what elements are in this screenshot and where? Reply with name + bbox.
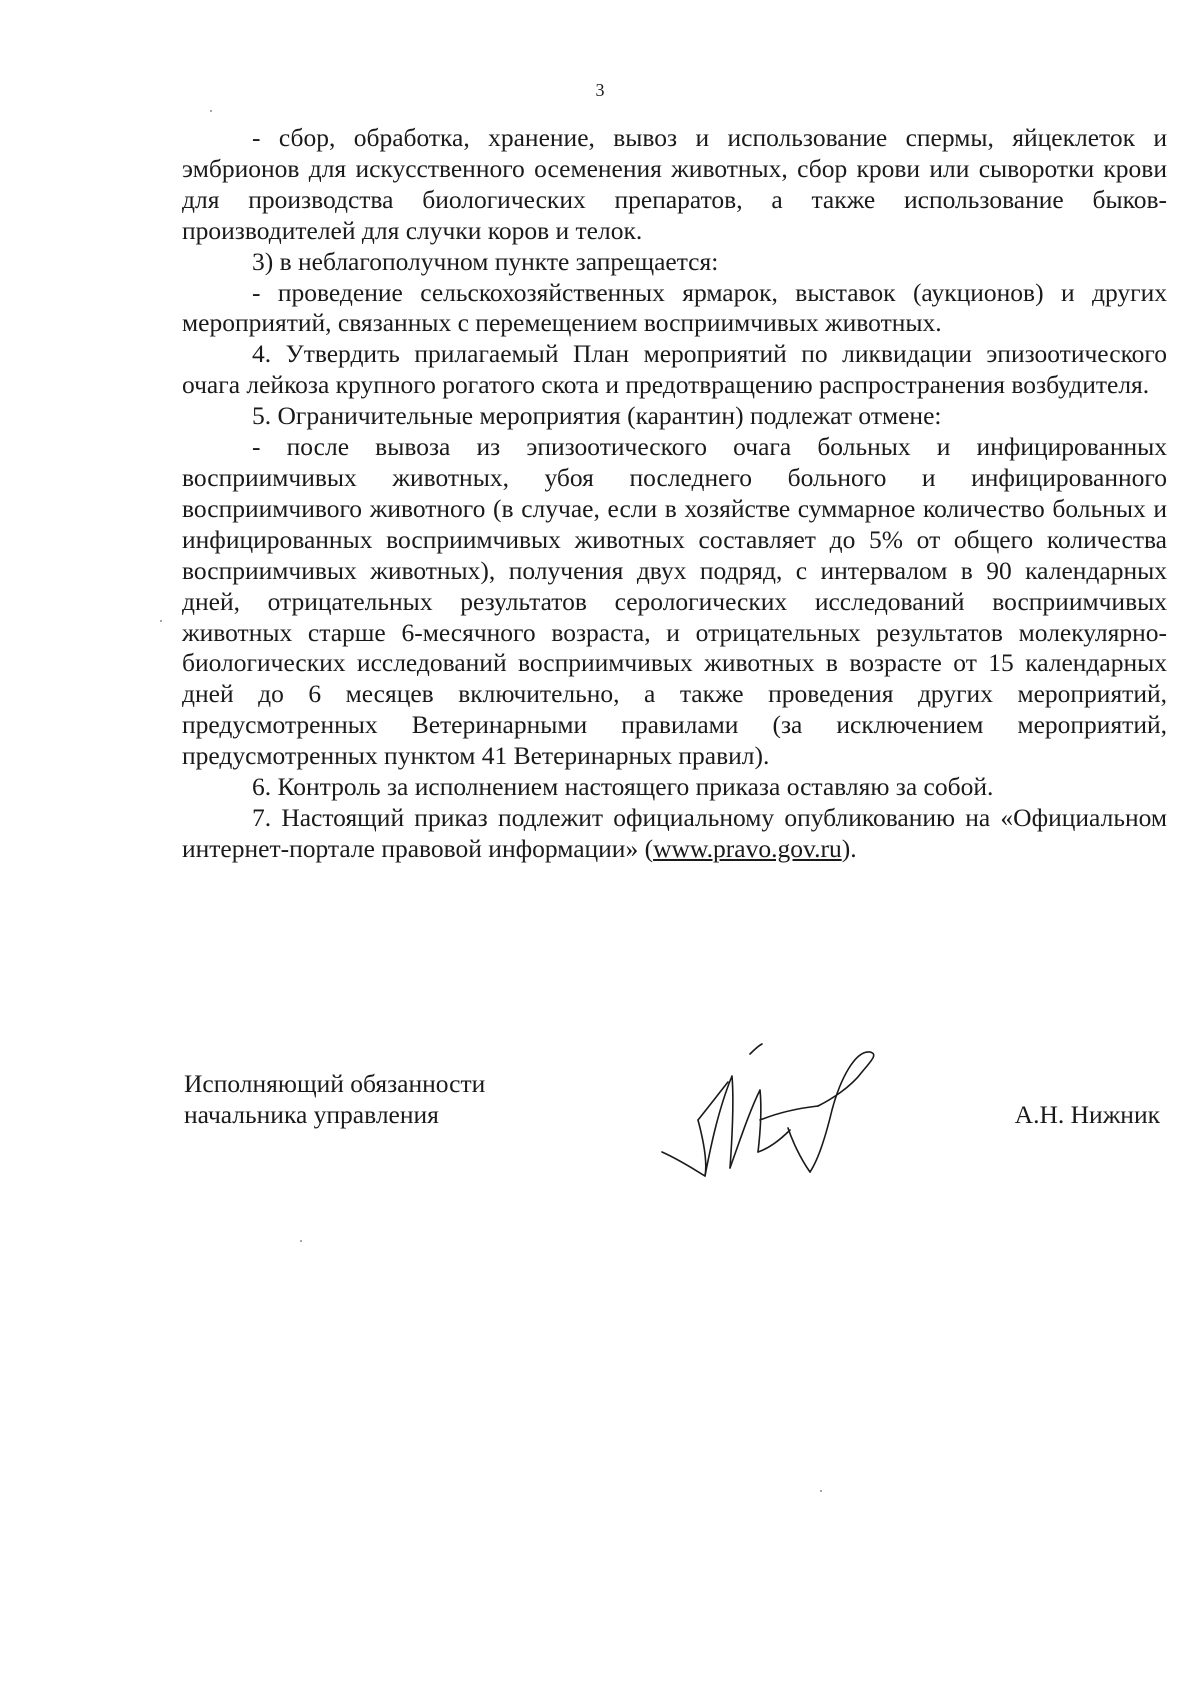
scan-speck — [300, 1240, 302, 1242]
document-body — [182, 123, 1167, 865]
signatory-title-line1: Исполняющий обязанности — [184, 1069, 486, 1098]
paragraph-restrictions-cancel: 5. Ограничительные мероприятия (карантин) подлежат отмене: — [252, 401, 942, 431]
scan-speck — [160, 620, 162, 622]
publication-text: 7. Настоящий приказ подлежит официальному опубликованию на «Официальном интернет-портале правовой информации» ( — [182, 802, 1167, 863]
paragraph-control: 6. Контроль за исполнением настоящего приказа оставляю за собой. — [252, 772, 994, 802]
signatory-title-line2: начальника управления — [184, 1100, 439, 1129]
paragraph-approve-plan: 4. Утвердить прилагаемый План мероприятий по ликвидации эпизоотического очага лейкоза крупного рогатого скота и предотвращению распространения возбудителя. — [182, 339, 1167, 400]
paragraph-cancel-conditions: - после вывоза из эпизоотического очага больных и инфицированных восприимчивых животных, убоя последнего больного и инфицированного восприимчивого животного (в случае, если в хозяйстве суммарное количество больных и инфицированных восприимчивых животных составляет до 5% от общего количества восприимчивых животных), получения двух подряд, с интервалом в 90 календарных дней, отрицательных результатов серологических исследований восприимчивых животных старше 6-месячного возраста, и отрицательных результатов молекулярно-биологических исследований восприимчивых животных в возрасте от 15 календарных дней до 6 месяцев включительно, а также проведения других мероприятий, предусмотренных Ветеринарными правилами (за исключением мероприятий, предусмотренных пунктом 41 Ветеринарных правил). — [182, 432, 1167, 771]
scan-speck — [820, 1490, 822, 1492]
page-number: 3 — [595, 80, 605, 100]
publication-text-end: ). — [841, 833, 857, 863]
paragraph-publication — [182, 803, 1167, 865]
paragraph-collection-of-genetic-material: - сбор, обработка, хранение, вывоз и использование спермы, яйцеклеток и эмбрионов для искусственного осеменения животных, сбор крови или сыворотки крови для производства биологических препаратов, а также использование быков-производителей для случки коров и телок. — [182, 123, 1167, 245]
signatory-name: А.Н. Нижник — [1014, 1100, 1160, 1129]
signatory-title — [184, 1068, 485, 1130]
pravo-link[interactable]: www.pravo.gov.ru — [653, 833, 842, 863]
handwritten-signature — [650, 1040, 910, 1190]
paragraph-prohibitions-heading: 3) в неблагополучном пункте запрещается: — [252, 246, 719, 276]
paragraph-prohibition-fairs: - проведение сельскохозяйственных ярмарок, выставок (аукционов) и других мероприятий, связанных с перемещением восприимчивых животных. — [182, 277, 1167, 338]
scan-speck — [210, 110, 212, 112]
